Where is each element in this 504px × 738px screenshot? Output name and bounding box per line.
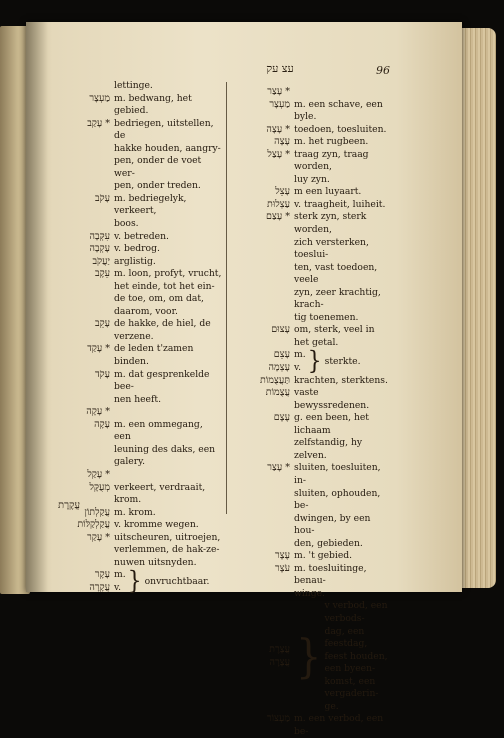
dictionary-entry <box>62 256 222 269</box>
brace-group <box>62 566 222 596</box>
hebrew-headword: * עָצַל <box>267 148 290 160</box>
brace-entry <box>62 582 126 595</box>
dictionary-entry <box>232 99 392 124</box>
brace-group <box>232 600 392 713</box>
hebrew-headword: * עָקַר <box>87 531 110 543</box>
page-stack-edge <box>458 28 496 588</box>
brace-entry <box>232 349 306 362</box>
hebrew-headword: יַעֲקֹב <box>92 255 110 267</box>
brace-symbol: } <box>307 347 322 376</box>
dutch-gloss: om, sterk, veel in het getal. <box>294 324 375 348</box>
hebrew-headword: עָקָה <box>94 418 110 430</box>
brace-symbol: } <box>127 566 142 596</box>
dutch-gloss: sluiten, toesluiten, in- sluiten, ophouden, be- dwingen, by een hou- den, gebieden. <box>294 462 381 549</box>
dutch-gloss: m. bedriegelyk, verkeert, boos. <box>114 192 187 230</box>
hebrew-headword: עֲצָרָה <box>269 656 290 668</box>
brace-gloss: v verbod, een verbods- dag, een feestdag, feest houden, een byeen- komst, een vergaderin- ge. <box>324 600 388 712</box>
dutch-gloss: g. een been, het lichaam zelfstandig, hy zelven. <box>294 412 369 461</box>
column-divider <box>226 82 227 514</box>
dutch-gloss: m. dat gesprenkelde bee- nen heeft. <box>114 368 210 405</box>
hebrew-headword: עָקֵב <box>94 318 110 330</box>
hebrew-headword: * עָקַד <box>87 343 110 355</box>
dutch-gloss: m. een schave, een byle. <box>294 98 383 123</box>
dutch-gloss: m. het rugbeen. <box>294 136 369 148</box>
dutch-gloss: m. een verbod, een be- <box>294 713 384 737</box>
hebrew-headword: עֲקָרָה <box>89 581 110 593</box>
left-column <box>62 80 222 594</box>
hebrew-headword: עַצְלוּת <box>266 198 290 210</box>
dictionary-entry <box>62 532 222 570</box>
dutch-gloss: de leden t'zamen binden. <box>114 343 194 368</box>
dutch-gloss: krachten, sterktens. <box>294 374 388 386</box>
dictionary-entry <box>232 462 392 550</box>
dictionary-entry <box>62 519 222 532</box>
hebrew-headword: עֲקַלְתוֹן <box>84 506 110 518</box>
dutch-gloss: m. 't gebied. <box>294 550 353 562</box>
hebrew-headword: עָקֹד <box>94 368 110 380</box>
dictionary-entry <box>232 563 392 601</box>
dictionary-entry <box>62 507 222 520</box>
dutch-gloss: lettinge. <box>114 80 153 91</box>
hebrew-headword: עֶצֶר <box>274 550 290 562</box>
hebrew-headword: * עָצַר <box>267 462 290 474</box>
dutch-gloss: m een luyaart. <box>294 186 362 198</box>
dutch-gloss: toedoen, toesluiten. <box>294 123 387 135</box>
brace-group <box>232 349 392 374</box>
hebrew-headword: * עָקַל <box>87 468 110 480</box>
brace-gloss: onvruchtbaar. <box>144 575 210 587</box>
dictionary-entry <box>62 369 222 407</box>
dictionary-entry <box>62 193 222 231</box>
dutch-gloss: uitscheuren, uitroejen, verlemmen, de hak-ze- nuwen uitsnyden. <box>114 531 221 568</box>
dictionary-entry <box>62 469 222 482</box>
dutch-gloss: arglistig. <box>114 255 156 267</box>
dictionary-entry <box>62 93 222 118</box>
hebrew-headword: עָצְמָה <box>268 362 290 374</box>
dictionary-entry <box>232 211 392 324</box>
hebrew-headword: עֹצֶר <box>274 562 290 574</box>
dictionary-entry <box>62 268 222 318</box>
dutch-gloss: m. krom. <box>114 506 156 518</box>
dictionary-entry <box>232 149 392 187</box>
dictionary-entry <box>232 186 392 199</box>
catchword: עֲקֶרֶת <box>58 500 81 511</box>
dictionary-entry <box>232 324 392 349</box>
dictionary-entry <box>232 412 392 462</box>
dutch-gloss: vaste bewyssredenen. <box>294 387 370 411</box>
dictionary-entry <box>232 124 392 137</box>
dictionary-entry <box>62 406 222 419</box>
dictionary-entry <box>232 136 392 149</box>
hebrew-headword: * עָצַם <box>265 211 290 223</box>
gender-tag: v. <box>294 362 302 374</box>
hebrew-headword: עֲקַלְקַלּוֹת <box>77 519 110 531</box>
dutch-gloss: m. toesluitinge, benau- winge. <box>294 562 367 599</box>
running-header: עצ עק <box>266 62 294 75</box>
hebrew-headword: עֲצֶרֶת <box>269 644 290 656</box>
dictionary-entry <box>62 318 222 343</box>
hebrew-headword: עָקֹב <box>94 192 110 204</box>
brace-entry <box>232 657 294 670</box>
hebrew-headword: עֶצֶם <box>273 412 290 424</box>
dutch-gloss: sterk zyn, sterk worden, zich versterken, toeslui- ten, vast toedoen, veele zyn, zeer krachtig, krach- tig toenemen. <box>294 211 381 323</box>
hebrew-headword: עֵקֶב <box>94 268 110 280</box>
dictionary-entry <box>232 375 392 388</box>
dictionary-entry <box>232 86 392 99</box>
hebrew-headword: עָצָה <box>274 136 290 148</box>
gender-tag: v. <box>114 581 122 593</box>
brace-entry <box>232 362 306 375</box>
hebrew-headword: * עָקַב <box>87 117 110 129</box>
brace-symbol: } <box>296 630 322 684</box>
hebrew-headword: מַעְצוֹר <box>266 713 290 725</box>
dictionary-entry <box>62 118 222 193</box>
gender-tag: m. <box>114 569 126 581</box>
dutch-gloss: v. betreden. <box>114 230 169 242</box>
hebrew-headword: עָצוּם <box>271 324 290 336</box>
hebrew-headword: מַעְצָר <box>269 98 290 110</box>
brace-entry <box>232 644 294 657</box>
dictionary-entry <box>62 243 222 256</box>
dictionary-entry <box>232 550 392 563</box>
dictionary-entry <box>62 482 222 507</box>
hebrew-headword: תַּעֲצֻמוֹת <box>259 374 290 386</box>
dictionary-entry <box>62 419 222 469</box>
dictionary-entry <box>62 80 222 93</box>
dutch-gloss: m. loon, profyt, vrucht, het einde, tot het ein- de toe, om, om dat, daarom, voor. <box>114 268 222 317</box>
brace-entry <box>62 569 126 582</box>
dictionary-entry <box>62 231 222 244</box>
hebrew-headword: מְעֻקָּל <box>89 481 110 493</box>
dictionary-entry <box>62 343 222 368</box>
dutch-gloss: de hakke, de hiel, de verzene. <box>114 318 211 342</box>
hebrew-headword: עִקְּבָה <box>89 230 110 242</box>
gutter-shadow <box>26 22 48 592</box>
dutch-gloss: m. een ommegang, een leuning des daks, een galery. <box>114 418 216 468</box>
hebrew-headword: * עָצָה <box>266 123 290 135</box>
dictionary-entry <box>232 199 392 212</box>
hebrew-headword: * עָקָה <box>86 406 110 418</box>
dutch-gloss: m. bedwang, het gebied. <box>114 92 192 117</box>
right-column <box>232 86 392 738</box>
brace-gloss: sterkte. <box>324 355 361 367</box>
dutch-gloss: v. traagheit, luiheit. <box>294 198 386 210</box>
dictionary-entry <box>232 387 392 412</box>
dutch-gloss: v. kromme wegen. <box>114 519 199 531</box>
hebrew-headword: מַעְצָר <box>89 92 110 104</box>
gender-tag: m. <box>294 349 306 361</box>
dutch-gloss: traag zyn, traag worden, luy zyn. <box>294 148 369 185</box>
hebrew-headword: * עָצַר <box>267 86 290 97</box>
hebrew-headword: עָקְבָה <box>89 243 110 255</box>
hebrew-headword: עָקָר <box>94 569 110 581</box>
dutch-gloss: bedriegen, uitstellen, de hakke houden, aangry- pen, onder de voet wer- pen, onder treden. <box>114 117 221 192</box>
hebrew-headword: עָצֵל <box>275 186 290 198</box>
hebrew-headword: עָצֵם <box>273 349 290 361</box>
hebrew-headword: עֲצֻמוֹת <box>265 387 290 399</box>
page-number: 96 <box>376 64 390 77</box>
dutch-gloss: v. bedrog. <box>114 243 160 255</box>
dutch-gloss: verkeert, verdraait, krom. <box>114 481 206 506</box>
dictionary-entry <box>232 713 392 738</box>
